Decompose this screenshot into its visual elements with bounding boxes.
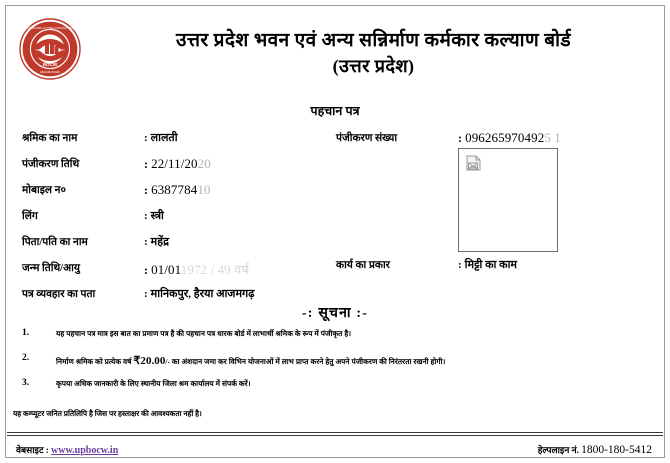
notice-item-number: 3. [22, 378, 30, 388]
field-label: श्रमिक का नाम [22, 133, 78, 144]
notice-item [20, 328, 656, 353]
field-value: : मानिकपुर, हैरया आजमगढ़ [144, 288, 255, 300]
svg-text:WELFARE BOARD: WELFARE BOARD [40, 72, 60, 74]
field-value: : लालती [144, 132, 178, 144]
notice-item-text: निर्माण श्रमिक को प्रत्येक वर्ष ₹20.00/- का अंशदान जमा कर विभिन योजनाओं में लाभ प्राप्त करने हेतु अपने पंजीकरण की निरंतरता रखनी होगी। [56, 355, 446, 367]
field-value: : 0962659704925 1 [458, 130, 561, 145]
field-value: : 01/011972 / 49 वर्ष [144, 262, 250, 277]
bocw-logo-icon [19, 18, 81, 80]
website-label: वेबसाइट : [16, 445, 49, 455]
field-value: : स्त्री [144, 210, 164, 222]
field-value: : 22/11/2020 [144, 156, 211, 171]
field-value: : महेंद्र [144, 236, 169, 248]
field-label: कार्य का प्रकार [336, 260, 390, 271]
id-card-container [5, 5, 665, 458]
notice-item-text: कृपया अधिक जानकारी के लिए स्थानीय जिला श्रम कार्यालय में संपर्क करें। [56, 379, 251, 388]
field-value: : 638778410 [144, 182, 211, 197]
field-label: पंजीकरण संख्या [336, 133, 398, 144]
field-value-faded: 1972 / 49 वर्ष [180, 262, 250, 277]
footer-helpline [538, 443, 652, 456]
field-row [22, 129, 342, 155]
notice-heading: -: सूचना :- [301, 306, 369, 321]
field-label: पिता/पति का नाम [22, 237, 88, 248]
org-title-line1: उत्तर प्रदेश भवन एवं अन्य सन्निर्माण कर्मकार कल्याण बोर्ड [176, 30, 571, 51]
organization-title [101, 28, 646, 79]
field-value-faded: 5 1 [544, 130, 561, 145]
org-title-line2: (उत्तर प्रदेश) [332, 56, 415, 77]
footer-divider-bottom [7, 435, 663, 436]
card-header [6, 6, 664, 91]
contribution-amount: ₹20.00 [133, 355, 166, 367]
field-row [22, 259, 342, 285]
field-row [22, 233, 342, 259]
field-row [22, 181, 342, 207]
field-label: लिंग [22, 211, 38, 222]
document-title: पहचान पत्र [310, 104, 360, 118]
field-label: पंजीकरण तिथि [22, 159, 80, 170]
photo-placeholder-box [458, 148, 558, 252]
footer-divider-top [7, 432, 663, 433]
broken-image-icon [465, 154, 483, 172]
field-value-faded: 10 [197, 182, 211, 197]
field-label: जन्म तिथि/आयु [22, 263, 80, 274]
notice-list [20, 328, 656, 403]
footer-website [16, 443, 118, 456]
field-row [22, 207, 342, 233]
helpline-label: हेल्पलाइन नं. [537, 445, 579, 455]
helpline-number: 1800-180-5412 [581, 444, 652, 456]
notice-item-text: यह पहचान पत्र मात्र इस बात का प्रमाण पत्र है की पहचान पत्र धारक बोर्ड में लाभार्थी श्रमिक के रूप में पंजीकृत है। [56, 329, 352, 338]
svg-text:U.P. BUILDING & OTHER CONSTRUC: U.P. BUILDING & OTHER CONSTRUCTION [27, 28, 73, 30]
svg-text:BOCW: BOCW [42, 62, 58, 67]
website-link[interactable]: www.upbocw.in [51, 445, 119, 456]
field-row [22, 155, 342, 181]
fields-left-column [22, 129, 342, 311]
field-value: : मिट्टी का काम [458, 259, 517, 271]
notice-item-number: 1. [22, 328, 30, 338]
field-label: मोबाइल न० [22, 185, 66, 196]
field-label: पत्र व्यवहार का पता [22, 289, 96, 300]
notice-item [20, 378, 656, 403]
notice-item-number: 2. [22, 353, 30, 363]
field-value-faded: 20 [197, 156, 211, 171]
field-row [336, 256, 656, 282]
notice-item [20, 353, 656, 378]
computer-generated-disclaimer: यह कम्प्यूटर जनित प्रतिलिपि है जिस पर हस्ताक्षर की आवश्यकता नहीं है। [13, 409, 202, 418]
